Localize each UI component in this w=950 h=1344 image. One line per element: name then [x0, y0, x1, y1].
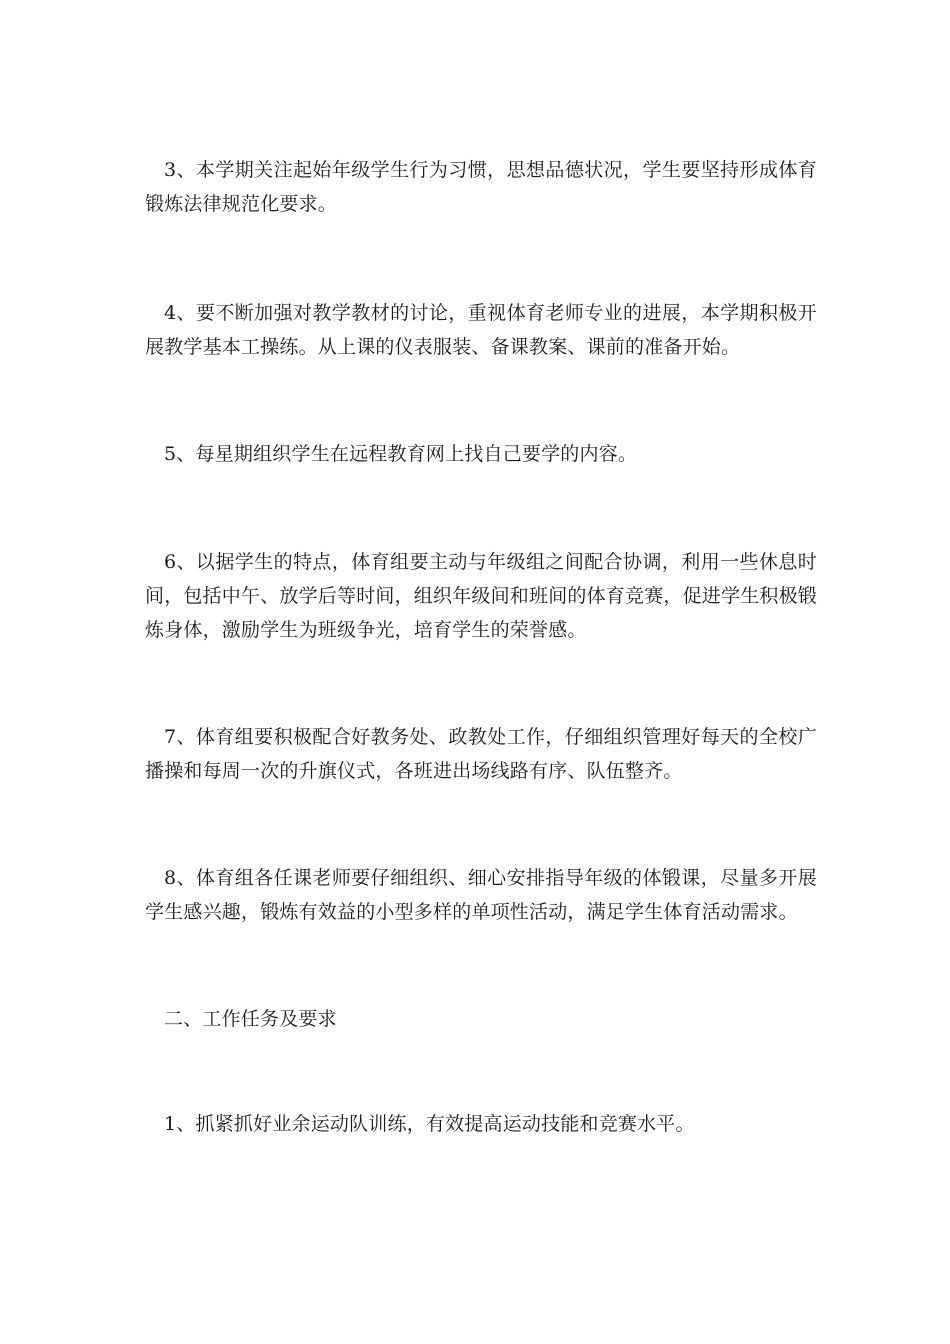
paragraph-item-8: 8、体育组各任课老师要仔细组织、细心安排指导年级的体锻课，尽量多开展学生感兴趣，锻炼有效益的小型多样的单项性活动，满足学生体育活动需求。 — [145, 867, 817, 923]
paragraph-item-5: 5、每星期组织学生在远程教育网上找自己要学的内容。 — [164, 443, 638, 465]
paragraph-item-7: 7、体育组要积极配合好教务处、政教处工作，仔细组织管理好每天的全校广播操和每周一次的升旗仪式，各班进出场线路有序、队伍整齐。 — [145, 726, 817, 782]
paragraph-item-6: 6、以据学生的特点，体育组要主动与年级组之间配合协调，利用一些休息时间，包括中午、放学后等时间，组织年级间和班间的体育竞赛，促进学生积极锻炼身体，激励学生为班级争光，培育学生的荣誉感。 — [145, 551, 818, 641]
section-heading: 二、工作任务及要求 — [164, 1008, 337, 1030]
paragraph-item-3: 3、本学期关注起始年级学生行为习惯，思想品德状况，学生要坚持形成体育锻炼法律规范化要求。 — [145, 159, 817, 215]
paragraph-item-4: 4、要不断加强对教学教材的讨论，重视体育老师专业的进展，本学期积极开展教学基本工操练。从上课的仪表服装、备课教案、课前的准备开始。 — [145, 302, 817, 358]
section-item-1: 1、抓紧抓好业余运动队训练，有效提高运动技能和竞赛水平。 — [164, 1113, 695, 1135]
